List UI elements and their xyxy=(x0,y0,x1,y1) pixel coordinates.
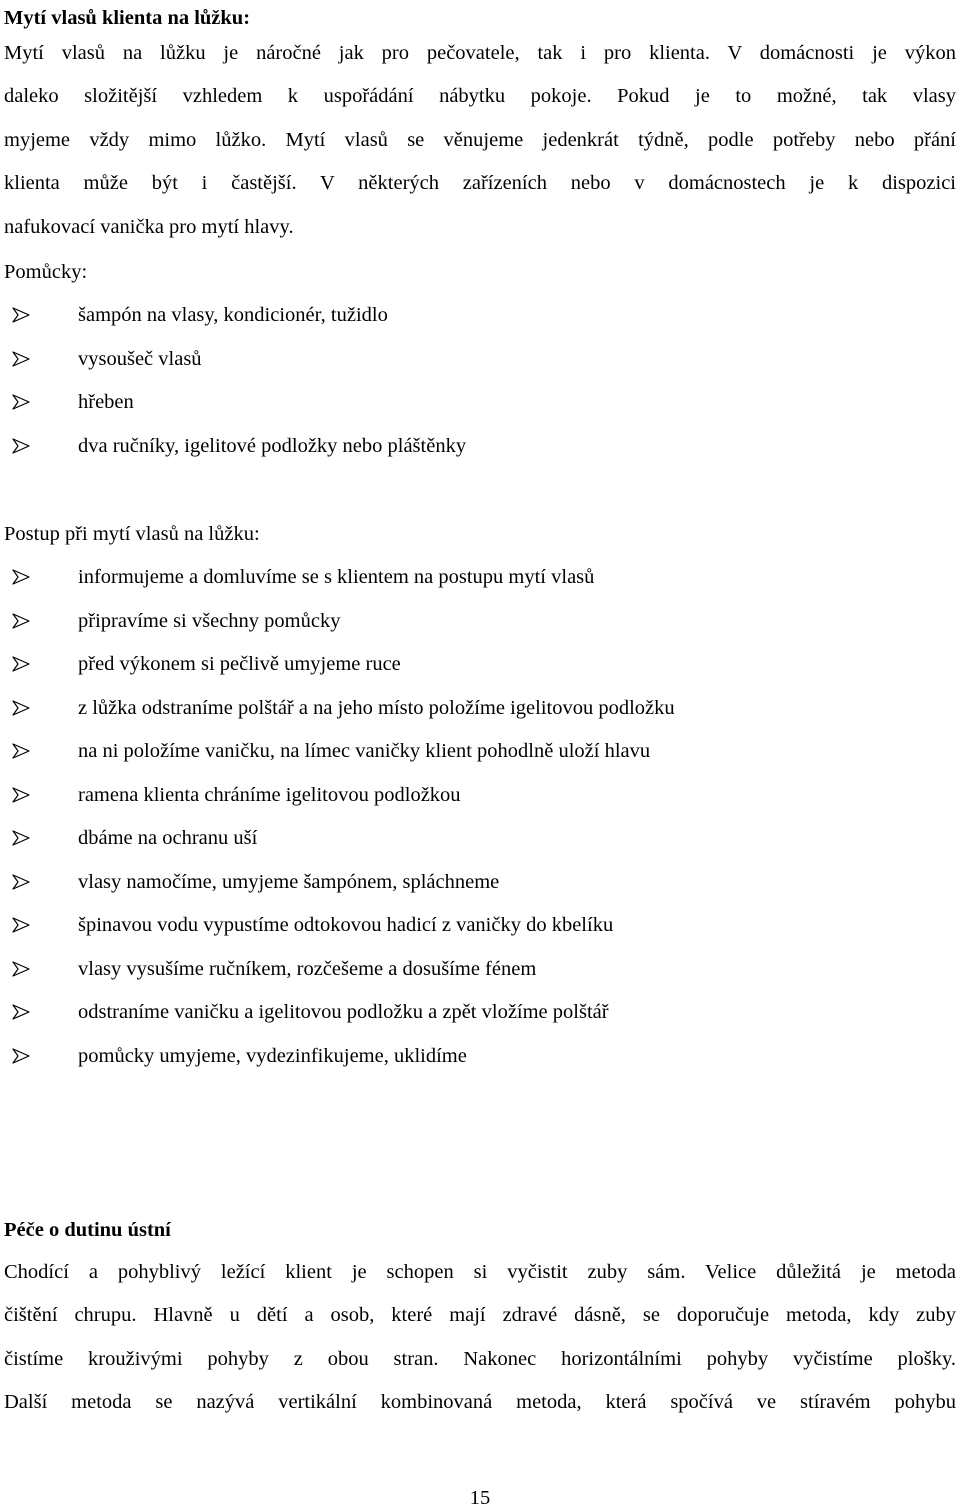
arrowhead-bullet-icon xyxy=(12,656,30,672)
paragraph-line: Mytí vlasů na lůžku je náročné jak pro pečovatele, tak i pro klienta. V domácnosti je výkon xyxy=(4,42,956,64)
paragraph-line: daleko složitější vzhledem k uspořádání nábytku pokoje. Pokud je to možné, tak vlasy xyxy=(4,85,956,108)
paragraph-line: nafukovací vanička pro mytí hlavy. xyxy=(4,215,294,238)
paragraph-line: Chodící a pohyblivý ležící klient je schopen si vyčistit zuby sám. Velice důležitá je metoda xyxy=(4,1261,956,1283)
page-number: 15 xyxy=(469,1487,491,1509)
section-title-oral-care: Péče o dutinu ústní xyxy=(4,1219,171,1241)
list-item-text: ramena klienta chráníme igelitovou podložkou xyxy=(78,783,461,806)
paragraph-hair-washing xyxy=(4,32,956,249)
arrowhead-bullet-icon xyxy=(12,1004,30,1020)
arrowhead-bullet-icon xyxy=(12,961,30,977)
arrowhead-bullet-icon xyxy=(12,743,30,759)
arrowhead-bullet-icon xyxy=(12,1048,30,1064)
list-item-text: informujeme a domluvíme se s klientem na postupu mytí vlasů xyxy=(78,566,595,588)
list-item-text: připravíme si všechny pomůcky xyxy=(78,609,341,632)
list-item-text: vlasy namočíme, umyjeme šampónem, spláchneme xyxy=(78,870,500,893)
paragraph-line: čistíme krouživými pohyby z obou stran. Nakonec horizontálními pohyby vyčistíme plošky. xyxy=(4,1347,956,1370)
arrowhead-bullet-icon xyxy=(12,438,30,454)
arrowhead-bullet-icon xyxy=(12,700,30,716)
arrowhead-bullet-icon xyxy=(12,830,30,846)
paragraph-line: čištění chrupu. Hlavně u dětí a osob, které mají zdravé dásně, se doporučuje metoda, kdy zuby xyxy=(4,1304,956,1327)
arrowhead-bullet-icon xyxy=(12,307,30,323)
list-item-text: dbáme na ochranu uší xyxy=(78,827,258,849)
arrowhead-bullet-icon xyxy=(12,569,30,585)
arrowhead-bullet-icon xyxy=(12,613,30,629)
list-item-text: před výkonem si pečlivě umyjeme ruce xyxy=(78,653,401,675)
list-item-text: hřeben xyxy=(78,391,134,413)
aids-label: Pomůcky: xyxy=(4,261,88,283)
arrowhead-bullet-icon xyxy=(12,787,30,803)
arrowhead-bullet-icon xyxy=(12,394,30,410)
list-item-text: pomůcky umyjeme, vydezinfikujeme, uklidíme xyxy=(78,1044,467,1067)
paragraph-line: myjeme vždy mimo lůžko. Mytí vlasů se věnujeme jedenkrát týdně, podle potřeby nebo přání xyxy=(4,128,956,151)
paragraph-line: Další metoda se nazývá vertikální kombinovaná metoda, která spočívá ve stíravém pohybu xyxy=(4,1391,956,1414)
list-item-text: šampón na vlasy, kondicionér, tužidlo xyxy=(78,304,388,326)
procedure-label: Postup při mytí vlasů na lůžku: xyxy=(4,523,260,545)
list-item-text: z lůžka odstraníme polštář a na jeho místo položíme igelitovou podložku xyxy=(78,696,675,719)
list-item-text: odstraníme vaničku a igelitovou podložku a zpět vložíme polštář xyxy=(78,1001,609,1023)
arrowhead-bullet-icon xyxy=(12,351,30,367)
arrowhead-bullet-icon xyxy=(12,917,30,933)
paragraph-line: klienta může být i častější. V některých zařízeních nebo v domácnostech je k dispozici xyxy=(4,172,956,195)
section-title-hair-washing: Mytí vlasů klienta na lůžku: xyxy=(4,7,251,29)
list-item-text: špinavou vodu vypustíme odtokovou hadicí z vaničky do kbelíku xyxy=(78,914,614,936)
list-item-text: na ni položíme vaničku, na límec vaničky klient pohodlně uloží hlavu xyxy=(78,740,651,762)
list-item-text: vlasy vysušíme ručníkem, rozčešeme a dosušíme fénem xyxy=(78,957,537,980)
list-item-text: vysoušeč vlasů xyxy=(78,347,202,370)
paragraph-oral-care xyxy=(4,1251,956,1425)
arrowhead-bullet-icon xyxy=(12,874,30,890)
list-item-text: dva ručníky, igelitové podložky nebo pláštěnky xyxy=(78,434,467,457)
